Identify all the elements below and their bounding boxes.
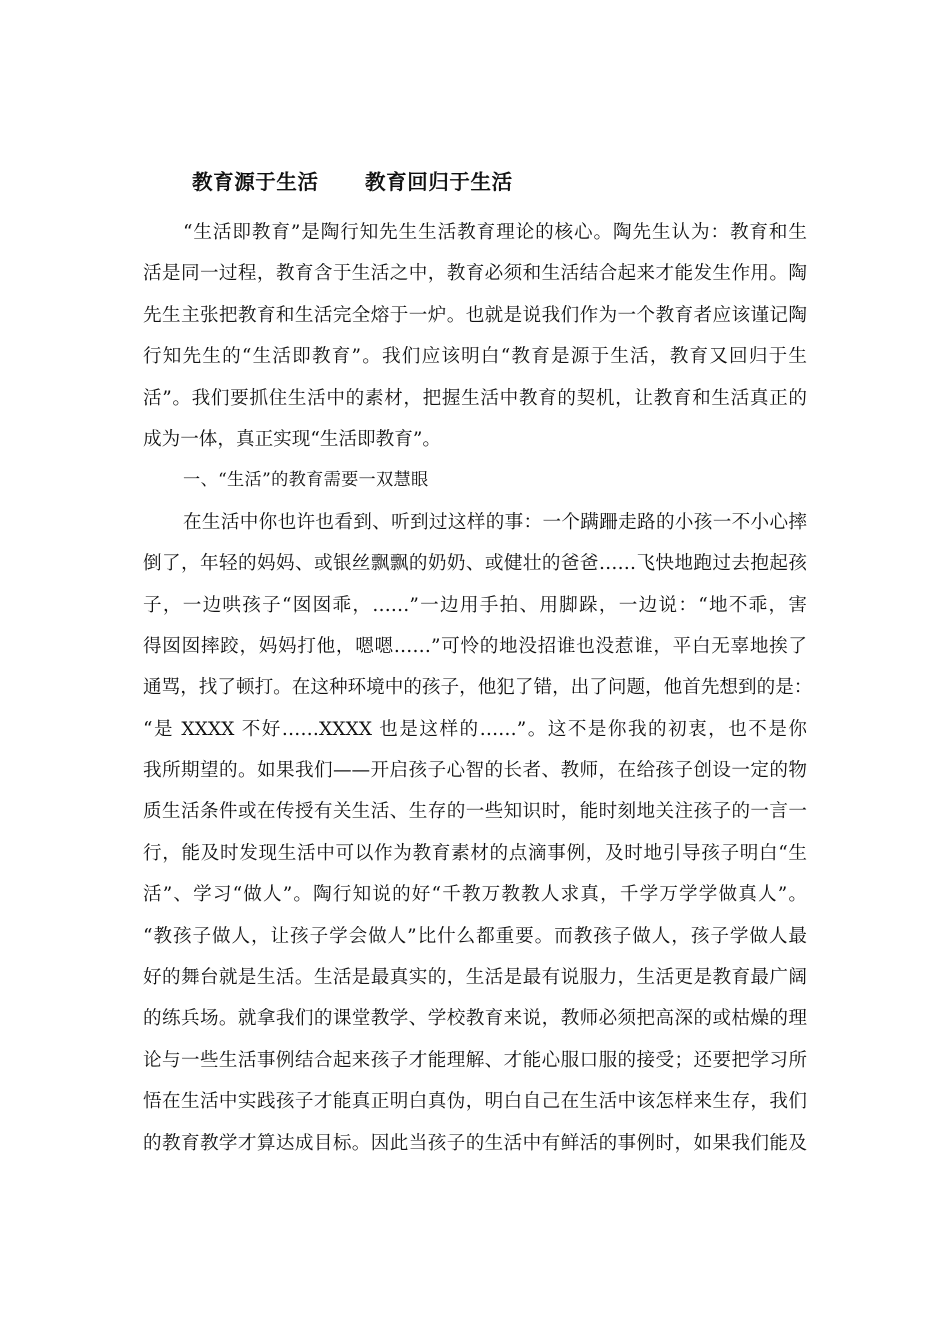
paragraph-line: 通骂，找了顿打。在这种环境中的孩子，他犯了错，出了问题，他首先想到的是： xyxy=(143,677,813,699)
paragraph-line: 行，能及时发现生活中可以作为教育素材的点滴事例，及时地引导孩子明白“生 xyxy=(143,842,807,864)
paragraph-line: “是 XXXX 不好……XXXX 也是这样的……”。这不是你我的初衷，也不是你 xyxy=(143,718,807,740)
paragraph-line: 好的舞台就是生活。生活是最真实的，生活是最有说服力，生活更是教育最广阔 xyxy=(143,967,807,989)
paragraph-line: 成为一体，真正实现“生活即教育”。 xyxy=(143,428,441,450)
paragraph-line: 的教育教学才算达成目标。因此当孩子的生活中有鲜活的事例时，如果我们能及 xyxy=(143,1132,807,1154)
paragraph-line: “生活即教育”是陶行知先生生活教育理论的核心。陶先生认为：教育和生 xyxy=(183,222,807,243)
paragraph-line: 在生活中你也许也看到、听到过这样的事：一个蹒跚走路的小孩一不小心摔 xyxy=(183,511,807,533)
paragraph-line: 活是同一过程，教育含于生活之中，教育必须和生活结合起来才能发生作用。陶 xyxy=(143,263,807,285)
paragraph-line: 行知先生的“生活即教育”。我们应该明白“教育是源于生活，教育又回归于生 xyxy=(143,346,807,368)
paragraph-line: 得囡囡摔跤，妈妈打他，嗯嗯……”可怜的地没招谁也没惹谁，平白无辜地挨了 xyxy=(143,635,807,657)
paragraph-line: 子，一边哄孩子“囡囡乖，……”一边用手拍、用脚跺，一边说：“地不乖，害 xyxy=(143,594,807,616)
paragraph-line: 我所期望的。如果我们——开启孩子心智的长者、教师，在给孩子创设一定的物 xyxy=(143,760,807,782)
paragraph-line: 论与一些生活事例结合起来孩子才能理解、才能心服口服的接受；还要把学习所 xyxy=(143,1049,807,1071)
paragraph-line: 活”。我们要抓住生活中的素材，把握生活中教育的契机，让教育和生活真正的 xyxy=(143,387,807,409)
paragraph-line: 先生主张把教育和生活完全熔于一炉。也就是说我们作为一个教育者应该谨记陶 xyxy=(143,304,807,326)
paragraph-line: “教孩子做人，让孩子学会做人”比什么都重要。而教孩子做人，孩子学做人最 xyxy=(143,925,807,947)
paragraph-line: 的练兵场。就拿我们的课堂教学、学校教育来说，教师必须把高深的或枯燥的理 xyxy=(143,1008,807,1030)
paragraph-line: 倒了，年轻的妈妈、或银丝飘飘的奶奶、或健壮的爸爸……飞快地跑过去抱起孩 xyxy=(143,553,807,575)
paragraph-line: 质生活条件或在传授有关生活、生存的一些知识时，能时刻地关注孩子的一言一 xyxy=(143,801,807,823)
document-body xyxy=(143,212,813,1164)
document-title: 教育源于生活 教育回归于生活 xyxy=(192,170,513,194)
paragraph-line: 悟在生活中实践孩子才能真正明白真伪，明白自己在生活中该怎样来生存，我们 xyxy=(143,1091,807,1113)
paragraph-line: 活”、学习“做人”。陶行知说的好“千教万教教人求真，千学万学学做真人”。 xyxy=(143,884,807,906)
section-heading: 一、“生活”的教育需要一双慧眼 xyxy=(183,470,429,491)
